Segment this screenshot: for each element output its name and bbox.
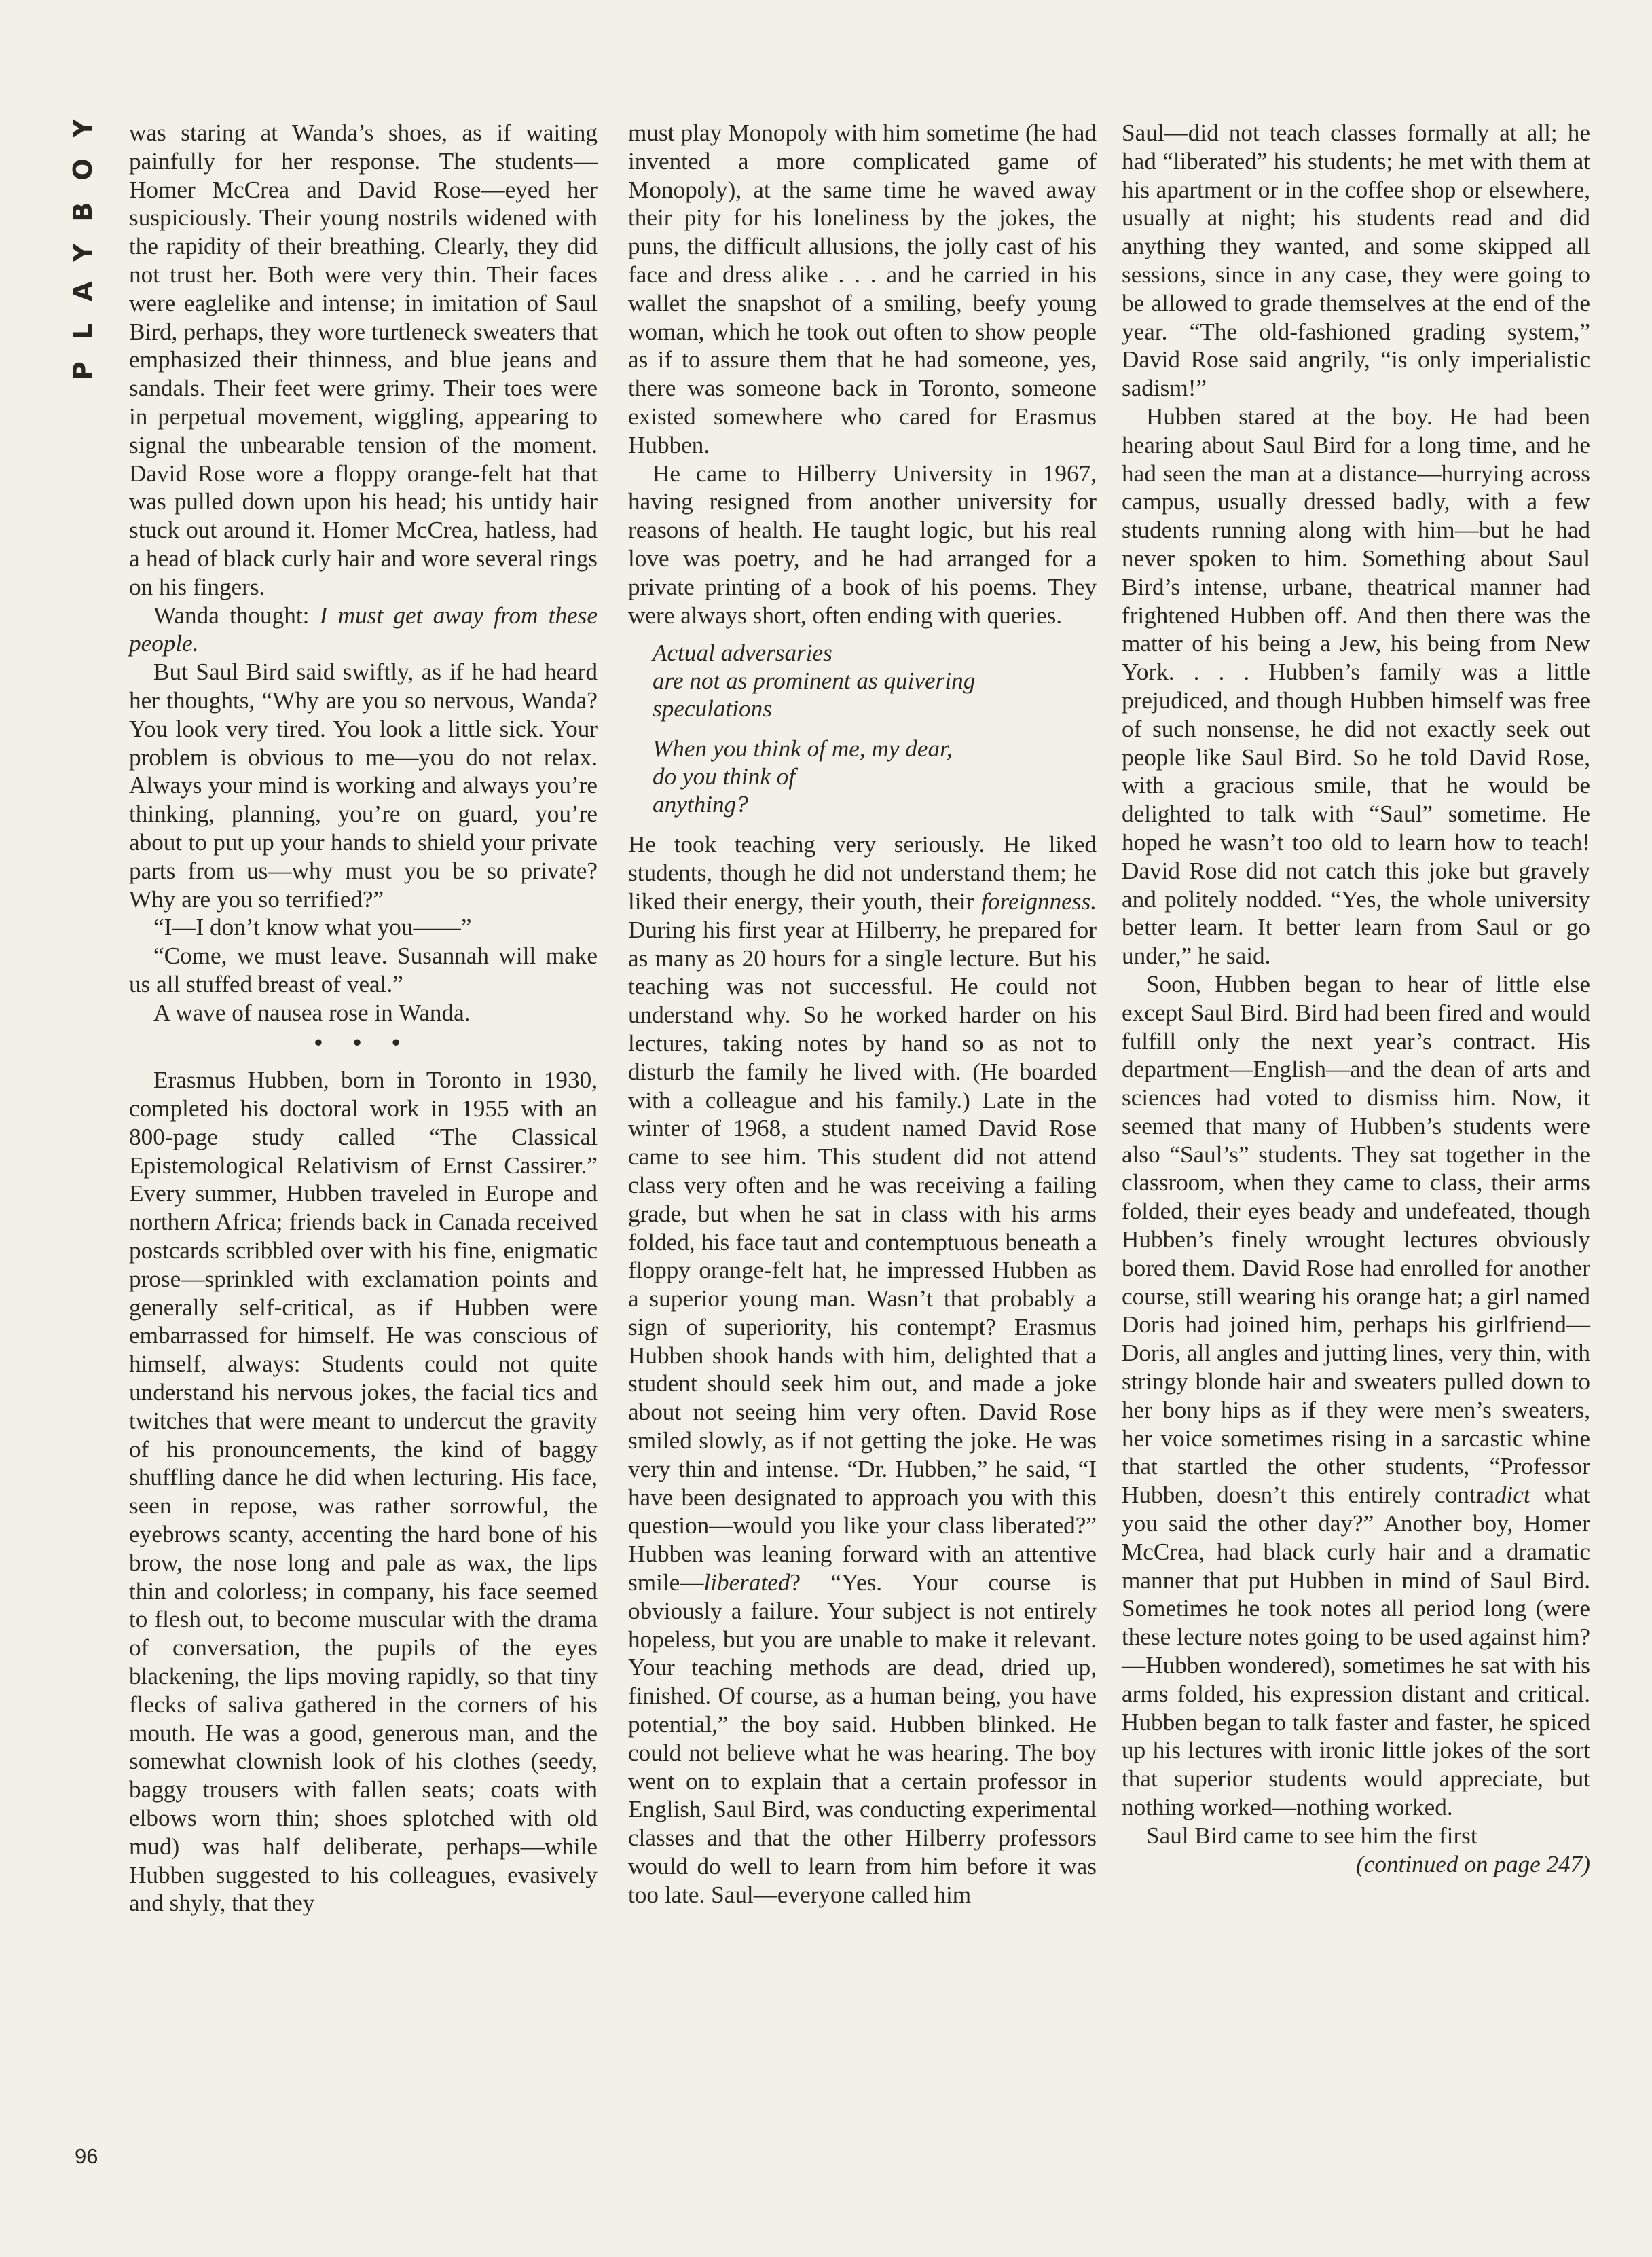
paragraph: Saul Bird came to see him the first: [1146, 1822, 1477, 1849]
paragraph-italic: liberated: [703, 1569, 790, 1596]
paragraph: must play Monopoly with him sometime (he had invented a more complicated game of Monopoly), at the same time he waved away their pity for his loneliness by the jokes, the puns, the difficult allusions, the jolly cast of his face and dress alike . . . and he carried in his wallet the snapshot of a smiling, beefy young woman, which he took out often to show people as if to assure them that he had someone, yes, there was someone back in Toronto, someone existed somewhere who cared for Erasmus Hubben.: [628, 120, 1097, 458]
paragraph-lead: He took teaching very seriously. He liked students, though he did not understand them; he liked their energy, their youth, their: [628, 831, 1097, 915]
poem-line: speculations: [653, 695, 772, 722]
poem-stanza: [653, 639, 1097, 722]
paragraph-tail: During his first year at Hilberry, he prepared for as many as 20 hours for a single lecture. But his teaching was not successful. He could not understand why. So he worked harder on his lectures, taking notes by hand so as not to disturb the family he lived with. (He boarded with a colleague and his family.) Late in the winter of 1968, a student named David Rose came to see him. This student did not attend class very often and he was receiving a failing grade, but when he sat in class with his arms folded, his face taut and contemptuous beneath a floppy orange-felt hat, he impressed Hubben as a superior young man. Wasn’t that probably a sign of superiority, his contempt? Erasmus Hubben shook hands with him, delighted that a student should seek him out, and made a joke about not seeing him very often. David Rose smiled slowly, as if not getting the joke. He was very thin and intense. “Dr. Hubben,” he said, “I have been designated to approach you with this question—would you like your class liberated?” Hubben was leaning forward with an attentive smile—: [628, 916, 1097, 1596]
poem-line: Actual adversaries: [653, 640, 832, 667]
paragraph: was staring at Wanda’s shoes, as if waiting painfully for her response. The students—Homer McCrea and David Rose—eyed her suspiciously. Their young nostrils widened with the rapidity of their breathing. Clearly, they did not trust her. Both were very thin. Their faces were eaglelike and intense; in imitation of Saul Bird, perhaps, they wore turtleneck sweaters that emphasized their thinness, and blue jeans and sandals. Their feet were grimy. Their toes were in perpetual movement, wiggling, appearing to signal the unbearable tension of the moment. David Rose wore a floppy orange-felt hat that was pulled down upon his head; his untidy hair stuck out around it. Homer McCrea, hatless, had a head of black curly hair and wore several rings on his fingers.: [129, 120, 598, 600]
poem-stanza: [653, 735, 1097, 818]
paragraph: [1122, 970, 1590, 1822]
paragraph-tail: what you said the other day?” Another boy, Homer McCrea, had black curly hair and a dramatic manner that put Hubben in mind of Saul Bird. Sometimes he took notes all period long (were these lecture notes going to be used against him?—Hubben wondered), sometimes he sat with his arms folded, his expression distant and critical. Hubben began to talk faster and faster, he spiced up his lectures with ironic little jokes of the sort that superior students would appreciate, but nothing worked—nothing worked.: [1122, 1482, 1590, 1821]
paragraph: But Saul Bird said swiftly, as if he had heard her thoughts, “Why are you so nervous, Wanda? You look very tired. You look a little sick. Your problem is obvious to me—you do not relax. Always your mind is working and always you’re thinking, planning, you’re on guard, you’re about to put up your hands to shield your private parts from us—why must you be so private? Why are you so terrified?”: [129, 659, 598, 913]
paragraph-text: Soon, Hubben began to hear of little else except Saul Bird. Bird had been fired and would fulfill only the next year’s contract. His department—English—and the dean of arts and sciences had voted to dismiss him. Now, it seemed that many of Hubben’s students were also “Saul’s” students. They sat together in the classroom, when they came to class, their arms folded, their eyes beady and undefeated, though Hubben’s finely wrought lectures obviously bored them. David Rose had enrolled for another course, still wearing his orange hat; a girl named Doris had joined him, perhaps his girlfriend—Doris, all angles and jutting lines, very thin, with stringy blonde hair and sweaters pulled down to her bony hips as if they were men’s sweaters, her voice sometimes rising in a sarcastic whine that startled the other students, “Professor Hubben, doesn’t this entirely contra: [1122, 970, 1590, 1509]
masthead: [68, 97, 109, 380]
paragraph-italic: foreignness.: [981, 887, 1097, 915]
poem-line: When you think of me, my dear,: [653, 735, 953, 763]
paragraph: Erasmus Hubben, born in Toronto in 1930, completed his doctoral work in 1955 with an 800-page study called “The Classical Epistemological Relativism of Ernst Cassirer.” Every summer, Hubben traveled in Europe and northern Africa; friends back in Canada received postcards scribbled over with his fine, enigmatic prose—sprinkled with exclamation points and generally self-critical, as if Hubben were embarrassed for himself. He was conscious of himself, always: Students could not quite understand his nervous jokes, the facial tics and twitches that were meant to undercut the gravity of his pronouncements, the kind of baggy shuffling dance he did when lecturing. His face, seen in repose, was rather sorrowful, the eyebrows scanty, accenting the hard bone of his brow, the nose long and pale as wax, the lips thin and colorless; in company, his face seemed to flesh out, to become muscular with the drama of conversation, the pupils of the eyes blackening, the lips moving rapidly, so that tiny flecks of saliva gathered in the corners of his mouth. He was a good, generous man, and the somewhat clownish look of his clothes (seedy, baggy trousers with fallen seats; coats with elbows worn thin; shoes splotched with old mud) was half deliberate, perhaps—while Hubben suggested to his colleagues, evasively and shyly, that they: [129, 1067, 598, 1917]
poem-line: anything?: [653, 791, 748, 818]
poem-line: do you think of: [653, 763, 796, 790]
paragraph: Saul—did not teach classes formally at all; he had “liberated” his students; he met with them at his apartment or in the coffee shop or elsewhere, usually at night; his students read and did anything they wanted, and some skipped all sessions, since in any case, they were going to be allowed to grade themselves at the end of the year. “The old-fashioned grading system,” David Rose said angrily, “is only imperialistic sadism!”: [1122, 120, 1590, 402]
paragraph-tail: ? “Yes. Your course is obviously a failure. Your subject is not entirely hopeless, but you are unable to make it relevant. Your teaching methods are dead, dried up, finished. Of course, as a human being, you have potential,” the boy said. Hubben blinked. He could not believe what he was hearing. The boy went on to explain that a certain professor in English, Saul Bird, was conducting experimental classes and that the other Hilberry professors would do well to learn from him before it was too late. Saul—everyone called him: [628, 1569, 1097, 1908]
paragraph: [628, 830, 1097, 1909]
masthead-text: PLAYBOY: [68, 97, 98, 380]
paragraph: Hubben stared at the boy. He had been hearing about Saul Bird for a long time, and he had seen the man at a distance—hurrying across campus, usually dressed badly, with a few students running along with him—but he had never spoken to him. Something about Saul Bird’s intense, urbane, theatrical manner had frightened Hubben off. And then there was the matter of his being a Jew, his being from New York. . . . Hubben’s family was a little prejudiced, and though Hubben himself was free of such nonsense, he did not exactly seek out people like Saul Bird. So he told David Rose, with a gracious smile, that he would be delighted to talk with “Saul” sometime. He hoped he wasn’t too old to learn how to teach! David Rose did not catch this joke but gravely and politely nodded. “Yes, the whole university better learn. It better learn from Saul or go under,” he said.: [1122, 403, 1590, 970]
column-3: [1122, 119, 1590, 1878]
paragraph-italic: dict: [1494, 1482, 1530, 1509]
paragraph: “I—I don’t know what you——”: [153, 914, 472, 941]
paragraph-lead: Wanda thought:: [153, 602, 320, 629]
paragraph: [129, 602, 598, 659]
continued-note: (continued on page 247): [1356, 1850, 1590, 1877]
section-break: • • •: [314, 1029, 413, 1056]
paragraph: A wave of nausea rose in Wanda.: [153, 999, 471, 1026]
column-1: [129, 119, 598, 1917]
page-number: 96: [75, 2144, 98, 2168]
paragraph-italic: I must get away from these people.: [129, 602, 598, 657]
paragraph: “Come, we must leave. Susannah will make us all stuffed breast of veal.”: [129, 942, 598, 997]
paragraph: He came to Hilberry University in 1967, having resigned from another university for reasons of health. He taught logic, but his real love was poetry, and he had arranged for a private printing of a book of his poems. They were always short, often ending with queries.: [628, 460, 1097, 629]
column-2: [628, 119, 1097, 1909]
poem-line: are not as prominent as quivering: [653, 667, 976, 695]
